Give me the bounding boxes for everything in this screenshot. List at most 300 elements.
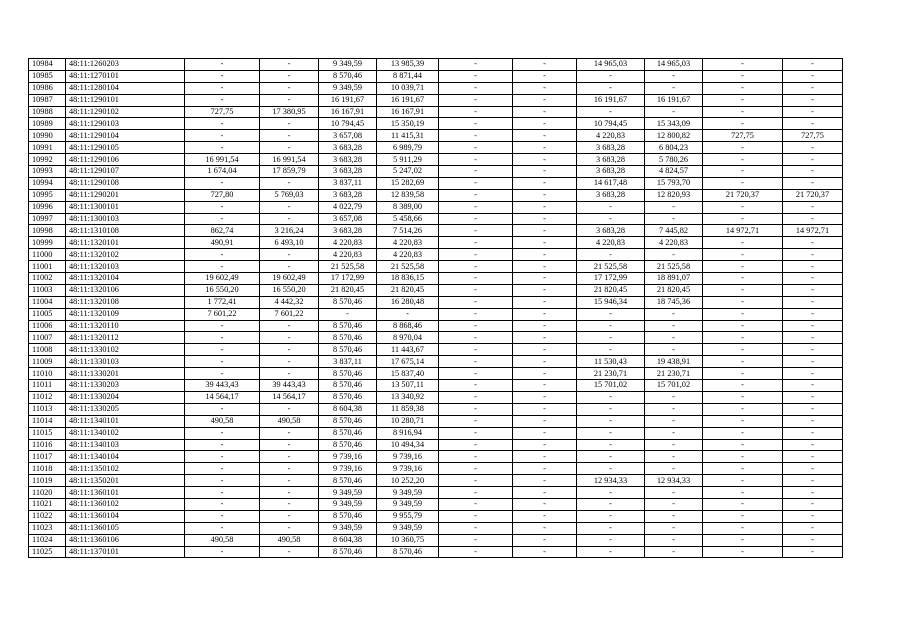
value-cell: 9 349,59 [377,522,439,534]
value-cell: - [513,380,577,392]
value-cell: - [260,356,319,368]
value-cell: - [513,59,577,71]
row-number-cell: 11008 [29,344,66,356]
table-row [29,154,843,166]
value-cell: 8 570,46 [319,368,377,380]
value-cell: - [703,534,783,546]
value-cell: - [703,344,783,356]
value-cell: - [577,332,645,344]
value-cell: - [577,427,645,439]
value-cell: 8 570,46 [319,296,377,308]
value-cell: - [513,487,577,499]
row-number-cell: 10986 [29,82,66,94]
value-cell: - [513,451,577,463]
value-cell: - [783,498,843,510]
value-cell: 4 220,83 [319,237,377,249]
value-cell: - [703,356,783,368]
value-cell: - [439,546,513,558]
value-cell: - [703,82,783,94]
value-cell: - [645,308,703,320]
value-cell: 3 837,11 [319,356,377,368]
value-cell: - [185,451,260,463]
cadastral-number-cell: 48:11:1320110 [66,320,185,332]
value-cell: 11 859,38 [377,403,439,415]
value-cell: - [645,213,703,225]
table-row [29,273,843,285]
value-cell: - [703,118,783,130]
value-cell: - [439,94,513,106]
value-cell: - [260,522,319,534]
cadastral-number-cell: 48:11:1330204 [66,391,185,403]
value-cell: - [260,82,319,94]
value-cell: - [185,70,260,82]
cadastral-number-cell: 48:11:1360105 [66,522,185,534]
value-cell: - [783,451,843,463]
value-cell: 8 570,46 [319,320,377,332]
table-row [29,380,843,392]
value-cell: 8 570,46 [319,391,377,403]
value-cell: 490,58 [185,534,260,546]
table-row [29,308,843,320]
row-number-cell: 11002 [29,273,66,285]
value-cell: - [577,546,645,558]
value-cell: 14 965,03 [577,59,645,71]
value-cell: - [577,249,645,261]
value-cell: 14 564,17 [185,391,260,403]
value-cell: 12 800,82 [645,130,703,142]
cadastral-number-cell: 48:11:1310108 [66,225,185,237]
value-cell: 8 868,46 [377,320,439,332]
value-cell: 727,75 [783,130,843,142]
value-cell: 39 443,43 [260,380,319,392]
value-cell: - [513,332,577,344]
row-number-cell: 10997 [29,213,66,225]
cadastral-number-cell: 48:11:1330203 [66,380,185,392]
value-cell: - [645,439,703,451]
value-cell: - [783,142,843,154]
value-cell: - [185,403,260,415]
value-cell: - [577,403,645,415]
value-cell: - [185,82,260,94]
value-cell: - [783,261,843,273]
value-cell: - [260,249,319,261]
value-cell: - [260,201,319,213]
value-cell: 17 859,79 [260,166,319,178]
value-cell: 12 820,93 [645,189,703,201]
value-cell: 15 946,34 [577,296,645,308]
value-cell: 6 989,79 [377,142,439,154]
table-row [29,534,843,546]
value-cell: - [703,463,783,475]
value-cell: - [439,70,513,82]
value-cell: - [703,59,783,71]
row-number-cell: 10992 [29,154,66,166]
value-cell: 4 220,83 [577,130,645,142]
value-cell: - [185,546,260,558]
value-cell: - [783,106,843,118]
value-cell: 9 349,59 [377,498,439,510]
value-cell: - [645,415,703,427]
value-cell: - [703,510,783,522]
value-cell: 9 349,59 [319,487,377,499]
value-cell: - [439,249,513,261]
value-cell: 8 570,46 [319,427,377,439]
value-cell: - [783,82,843,94]
table-row [29,237,843,249]
value-cell: - [513,498,577,510]
value-cell: - [439,118,513,130]
value-cell: - [703,154,783,166]
value-cell: - [513,261,577,273]
value-cell: - [513,356,577,368]
value-cell: - [783,94,843,106]
value-cell: 4 824,57 [645,166,703,178]
table-row [29,189,843,201]
value-cell: 17 675,14 [377,356,439,368]
table-row [29,522,843,534]
value-cell: 3 683,28 [577,142,645,154]
value-cell: - [185,130,260,142]
table-row [29,332,843,344]
value-cell: 8 871,44 [377,70,439,82]
table-row [29,106,843,118]
value-cell: - [185,356,260,368]
value-cell: - [783,439,843,451]
value-cell: 8 604,38 [319,534,377,546]
row-number-cell: 10991 [29,142,66,154]
row-number-cell: 10999 [29,237,66,249]
value-cell: - [513,475,577,487]
cadastral-number-cell: 48:11:1290101 [66,94,185,106]
value-cell: - [783,391,843,403]
value-cell: - [783,344,843,356]
value-cell: 16 167,91 [377,106,439,118]
cadastral-number-cell: 48:11:1330103 [66,356,185,368]
value-cell: - [260,344,319,356]
value-cell: 15 701,02 [645,380,703,392]
cadastral-number-cell: 48:11:1320104 [66,273,185,285]
value-cell: - [783,522,843,534]
value-cell: - [439,201,513,213]
row-number-cell: 11004 [29,296,66,308]
value-cell: 9 739,16 [377,463,439,475]
value-cell: - [783,415,843,427]
value-cell: - [513,522,577,534]
value-cell: - [439,451,513,463]
value-cell: 8 389,00 [377,201,439,213]
value-cell: 21 820,45 [645,284,703,296]
value-cell: 14 564,17 [260,391,319,403]
row-number-cell: 11011 [29,380,66,392]
table-row [29,118,843,130]
value-cell: 21 525,58 [645,261,703,273]
value-cell: 17 380,95 [260,106,319,118]
value-cell: - [783,118,843,130]
value-cell: - [439,189,513,201]
cadastral-number-cell: 48:11:1290108 [66,177,185,189]
value-cell: - [185,261,260,273]
value-cell: 21 820,45 [319,284,377,296]
value-cell: - [513,296,577,308]
value-cell: - [439,177,513,189]
cadastral-number-cell: 48:11:1290103 [66,118,185,130]
value-cell: - [577,213,645,225]
cadastral-number-cell: 48:11:1360102 [66,498,185,510]
value-cell: - [260,403,319,415]
value-cell: 862,74 [185,225,260,237]
value-cell: - [260,451,319,463]
cadastral-number-cell: 48:11:1290106 [66,154,185,166]
value-cell: 8 570,46 [319,70,377,82]
value-cell: 11 443,67 [377,344,439,356]
value-cell: - [645,546,703,558]
value-cell: - [185,213,260,225]
table-row [29,320,843,332]
cadastral-number-cell: 48:11:1330205 [66,403,185,415]
value-cell: - [645,427,703,439]
value-cell: - [439,154,513,166]
value-cell: - [577,70,645,82]
value-cell: - [439,415,513,427]
row-number-cell: 10989 [29,118,66,130]
value-cell: 8 570,46 [319,415,377,427]
value-cell: - [439,332,513,344]
value-cell: 4 220,83 [377,249,439,261]
value-cell: - [513,546,577,558]
value-cell: 16 550,20 [260,284,319,296]
value-cell: - [439,439,513,451]
row-number-cell: 11017 [29,451,66,463]
value-cell: - [439,130,513,142]
table-row [29,59,843,71]
row-number-cell: 10984 [29,59,66,71]
value-cell: 3 683,28 [319,225,377,237]
value-cell: - [439,106,513,118]
value-cell: - [783,475,843,487]
value-cell: 7 601,22 [260,308,319,320]
value-cell: - [185,177,260,189]
value-cell: - [783,380,843,392]
value-cell: - [260,498,319,510]
value-cell: - [439,166,513,178]
value-cell: 21 525,58 [577,261,645,273]
value-cell: 3 657,08 [319,130,377,142]
value-cell: - [577,439,645,451]
value-cell: 8 570,46 [319,380,377,392]
value-cell: 39 443,43 [185,380,260,392]
value-cell: 13 985,39 [377,59,439,71]
value-cell: 21 820,45 [377,284,439,296]
value-cell: - [439,273,513,285]
cadastral-number-cell: 48:11:1360104 [66,510,185,522]
cadastral-number-cell: 48:11:1290107 [66,166,185,178]
table-row [29,177,843,189]
value-cell: - [703,403,783,415]
value-cell: - [513,439,577,451]
cadastral-number-cell: 48:11:1290105 [66,142,185,154]
value-cell: - [185,368,260,380]
table-row [29,510,843,522]
value-cell: 4 442,32 [260,296,319,308]
value-cell: 18 891,07 [645,273,703,285]
cadastral-number-cell: 48:11:1280104 [66,82,185,94]
value-cell: - [783,546,843,558]
value-cell: - [783,177,843,189]
row-number-cell: 11009 [29,356,66,368]
value-cell: 3 683,28 [577,154,645,166]
value-cell: 9 739,16 [319,463,377,475]
value-cell: - [783,356,843,368]
value-cell: 3 683,28 [577,189,645,201]
cadastral-number-cell: 48:11:1320106 [66,284,185,296]
value-cell: - [185,344,260,356]
value-cell: - [783,332,843,344]
value-cell: - [513,534,577,546]
value-cell: 14 972,71 [783,225,843,237]
row-number-cell: 11020 [29,487,66,499]
value-cell: - [645,320,703,332]
row-number-cell: 11024 [29,534,66,546]
row-number-cell: 10990 [29,130,66,142]
value-cell: - [645,522,703,534]
value-cell: 10 360,75 [377,534,439,546]
value-cell: - [783,213,843,225]
value-cell: - [703,249,783,261]
value-cell: 3 683,28 [577,225,645,237]
value-cell: - [260,439,319,451]
row-number-cell: 11012 [29,391,66,403]
value-cell: 16 550,20 [185,284,260,296]
value-cell: 14 617,48 [577,177,645,189]
cadastral-number-cell: 48:11:1320109 [66,308,185,320]
value-cell: - [783,284,843,296]
value-cell: - [703,498,783,510]
value-cell: 490,58 [185,415,260,427]
value-cell: 13 507,11 [377,380,439,392]
value-cell: - [185,94,260,106]
value-cell: 8 570,46 [319,332,377,344]
row-number-cell: 11013 [29,403,66,415]
value-cell: 16 191,67 [319,94,377,106]
value-cell: - [439,498,513,510]
value-cell: - [513,391,577,403]
value-cell: - [260,475,319,487]
table-row [29,213,843,225]
value-cell: - [577,522,645,534]
value-cell: 6 804,23 [645,142,703,154]
value-cell: - [577,391,645,403]
value-cell: - [185,510,260,522]
value-cell: 4 220,83 [645,237,703,249]
value-cell: - [260,261,319,273]
value-cell: - [703,522,783,534]
value-cell: - [513,130,577,142]
value-cell: 3 657,08 [319,213,377,225]
table-row [29,475,843,487]
table-row [29,296,843,308]
value-cell: 9 349,59 [319,82,377,94]
value-cell: - [703,380,783,392]
value-cell: - [703,296,783,308]
value-cell: 1 772,41 [185,296,260,308]
table-row [29,451,843,463]
cadastral-number-cell: 48:11:1260203 [66,59,185,71]
value-cell: - [645,82,703,94]
value-cell: - [645,487,703,499]
value-cell: - [577,510,645,522]
cadastral-number-cell: 48:11:1320102 [66,249,185,261]
value-cell: - [185,201,260,213]
table-row [29,225,843,237]
value-cell: 3 216,24 [260,225,319,237]
value-cell: - [783,403,843,415]
table-row [29,356,843,368]
value-cell: - [703,213,783,225]
value-cell: 17 172,99 [319,273,377,285]
cadastral-number-cell: 48:11:1340104 [66,451,185,463]
value-cell: - [783,166,843,178]
value-cell: - [703,261,783,273]
table-row [29,487,843,499]
row-number-cell: 11023 [29,522,66,534]
value-cell: 9 739,16 [377,451,439,463]
value-cell: 5 769,03 [260,189,319,201]
value-cell: 5 780,26 [645,154,703,166]
row-number-cell: 11003 [29,284,66,296]
value-cell: 16 167,91 [319,106,377,118]
table-row [29,344,843,356]
value-cell: - [513,225,577,237]
value-cell: - [185,487,260,499]
value-cell: - [260,320,319,332]
value-cell: 3 683,28 [319,166,377,178]
value-cell: - [577,344,645,356]
cadastral-number-cell: 48:11:1360101 [66,487,185,499]
value-cell: - [645,70,703,82]
value-cell: - [185,249,260,261]
value-cell: - [513,368,577,380]
value-cell: - [703,332,783,344]
value-cell: - [513,463,577,475]
table-row [29,94,843,106]
value-cell: 490,58 [260,534,319,546]
value-cell: - [439,225,513,237]
value-cell: - [513,82,577,94]
value-cell: 3 683,28 [319,189,377,201]
row-number-cell: 11006 [29,320,66,332]
row-number-cell: 11022 [29,510,66,522]
value-cell: - [260,142,319,154]
value-cell: - [439,427,513,439]
value-cell: 12 839,58 [377,189,439,201]
value-cell: - [185,522,260,534]
value-cell: - [577,320,645,332]
value-cell: - [783,463,843,475]
value-cell: - [260,213,319,225]
cadastral-number-cell: 48:11:1320101 [66,237,185,249]
cadastral-number-cell: 48:11:1340102 [66,427,185,439]
cadastral-number-cell: 48:11:1300103 [66,213,185,225]
value-cell: 8 570,46 [377,546,439,558]
row-number-cell: 11021 [29,498,66,510]
value-cell: - [513,237,577,249]
value-cell: - [513,249,577,261]
value-cell: 16 191,67 [377,94,439,106]
value-cell: 15 701,02 [577,380,645,392]
value-cell: 6 493,10 [260,237,319,249]
value-cell: 9 349,59 [319,522,377,534]
row-number-cell: 10988 [29,106,66,118]
